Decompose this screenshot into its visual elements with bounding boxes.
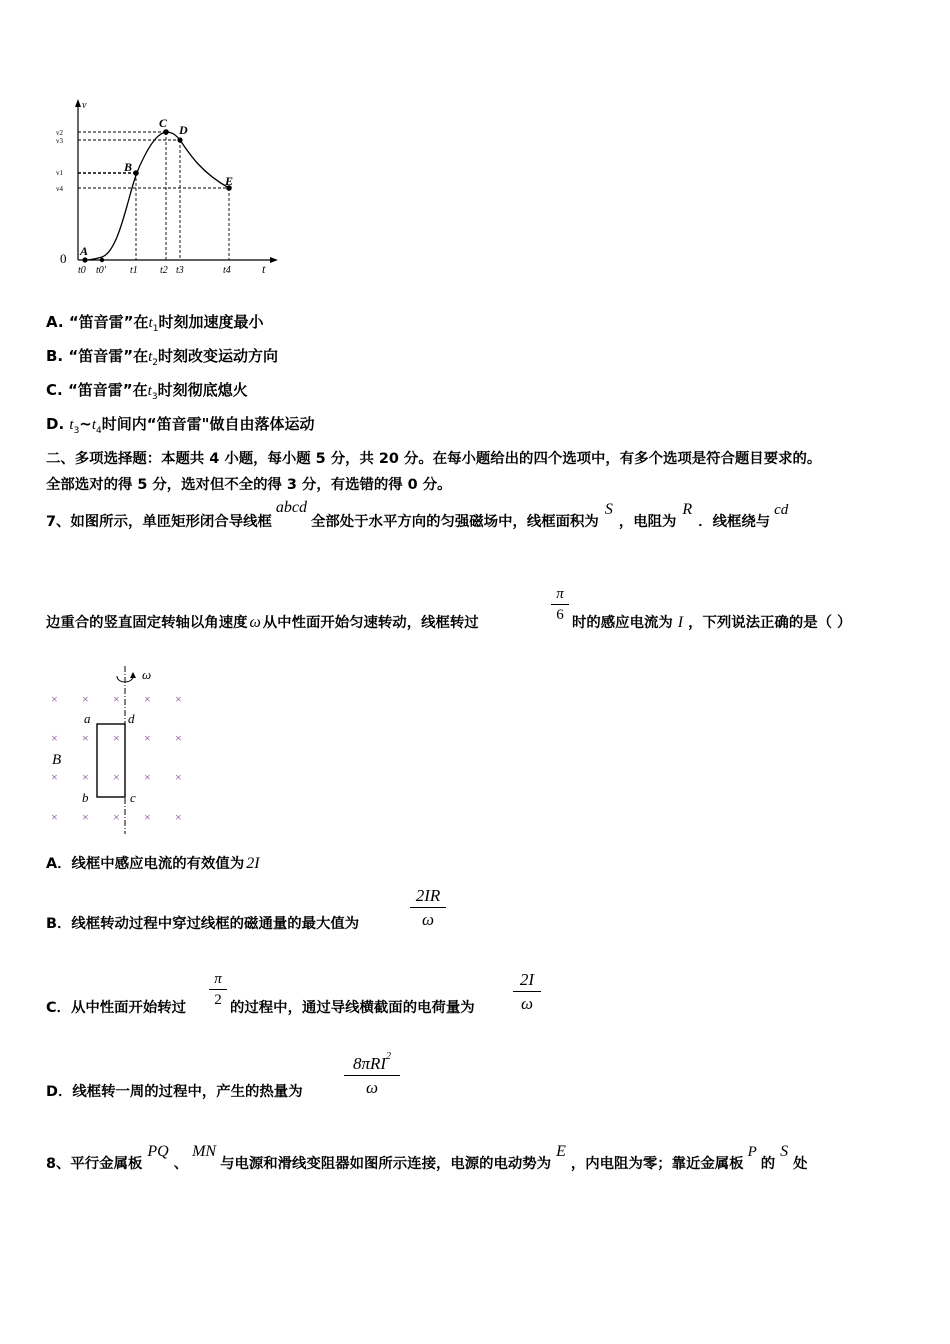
point-label-C: C <box>159 116 168 130</box>
svg-text:×: × <box>51 692 58 706</box>
origin-label: 0 <box>60 251 67 266</box>
svg-text:×: × <box>113 810 120 824</box>
q7-option-c-b: 的过程中，通过导线横截面的电荷量为 <box>230 1000 475 1016</box>
svg-text:×: × <box>144 731 151 745</box>
svg-text:×: × <box>175 731 182 745</box>
x-tick-t1: t1 <box>130 265 138 276</box>
x-axis-arrow <box>270 257 278 263</box>
q7-option-c-a: C．从中性面开始转过 <box>46 1000 187 1016</box>
q7-stem-line1: 7、如图所示，单匝矩形闭合导线框abcd全部处于水平方向的匀强磁场中，线框面积为S，电阻为R．线框绕与cd <box>46 499 789 530</box>
svg-text:×: × <box>175 810 182 824</box>
field-label-B: B <box>52 752 62 768</box>
svg-text:×: × <box>144 810 151 824</box>
magnetic-field-crosses <box>51 692 182 824</box>
q7-angle-fraction: $\frac{\pi}{6}$ <box>551 586 569 624</box>
point-label-A: A <box>80 244 89 258</box>
corner-label-c: c <box>130 790 136 805</box>
x-axis-label: t <box>262 262 266 276</box>
x-tick-t0-prime: t0' <box>96 265 106 276</box>
svg-text:×: × <box>144 692 151 706</box>
x-tick-t2: t2 <box>160 265 168 276</box>
svg-text:×: × <box>82 810 89 824</box>
point-label-D: D <box>179 123 188 137</box>
x-tick-t0: t0 <box>78 265 86 276</box>
svg-text:×: × <box>175 692 182 706</box>
point-label-E: E <box>225 174 234 188</box>
q7-option-c-fraction: $\frac{2I}{\omega}$ <box>513 970 541 1014</box>
q6-option-d: D. $t_3\sim t_4$时间内“笛音雷"做自由落体运动 <box>46 415 315 436</box>
svg-text:×: × <box>82 692 89 706</box>
q6-option-a: A. “笛音雷”在$t_1$时刻加速度最小 <box>46 313 264 334</box>
q7-option-b: B．线框转动过程中穿过线框的磁通量的最大值为 <box>46 916 360 932</box>
q6-option-c: C. “笛音雷”在$t_3$时刻彻底熄火 <box>46 381 248 402</box>
velocity-curve <box>85 132 229 260</box>
section2-line1: 二、多项选择题：本题共 4 小题，每小题 5 分，共 20 分。在每小题给出的四个选项中，有多个选项是符合题目要求的。 <box>46 451 822 467</box>
corner-label-b: b <box>82 790 89 805</box>
y-tick-v1: v1 <box>56 169 63 177</box>
corner-label-d: d <box>128 711 135 726</box>
svg-text:×: × <box>113 770 120 784</box>
velocity-time-graph <box>52 95 284 280</box>
svg-text:×: × <box>82 731 89 745</box>
q7-stem-line2-a: 边重合的竖直固定转轴以角速度 ω 从中性面开始匀速转动，线框转过 <box>46 614 479 631</box>
y-tick-v3: v3 <box>56 137 63 145</box>
svg-text:×: × <box>113 731 120 745</box>
svg-text:×: × <box>82 770 89 784</box>
y-tick-v2: v2 <box>56 129 63 137</box>
q7-option-d-fraction: 8πRI$^2$ ω <box>344 1054 400 1098</box>
y-tick-v4: v4 <box>56 185 63 193</box>
svg-text:×: × <box>144 770 151 784</box>
q7-option-c-angle-fraction: $\frac{\pi}{2}$ <box>209 971 227 1009</box>
q8-stem: 8、平行金属板PQ、MN与电源和滑线变阻器如图所示连接，电源的电动势为E，内电阻为零；靠近金属板P的S处 <box>46 1143 808 1172</box>
svg-text:×: × <box>175 770 182 784</box>
x-tick-t4: t4 <box>223 265 231 276</box>
q7-option-d: D．线框转一周的过程中，产生的热量为 <box>46 1084 303 1100</box>
x-tick-t3: t3 <box>176 265 184 276</box>
q7-option-a: A．线框中感应电流的有效值为 2I <box>46 855 260 872</box>
svg-text:×: × <box>51 770 58 784</box>
svg-text:×: × <box>51 810 58 824</box>
wire-loop <box>97 724 125 797</box>
section2-line2: 全部选对的得 5 分，选对但不全的得 3 分，有选错的得 0 分。 <box>46 477 452 493</box>
q7-stem-line2-b: 时的感应电流为 I ，下列说法正确的是（ ） <box>572 614 852 631</box>
y-axis-arrow <box>75 99 81 107</box>
svg-text:×: × <box>113 692 120 706</box>
point-label-B: B <box>124 160 133 174</box>
q6-option-b: B. “笛音雷”在$t_2$时刻改变运动方向 <box>46 347 279 368</box>
corner-label-a: a <box>84 711 91 726</box>
rotating-loop-diagram <box>44 662 194 837</box>
svg-text:×: × <box>51 731 58 745</box>
omega-label: ω <box>142 667 152 682</box>
y-axis-label: v <box>82 100 87 111</box>
q7-option-b-fraction: $\frac{2IR}{\omega}$ <box>410 886 446 930</box>
